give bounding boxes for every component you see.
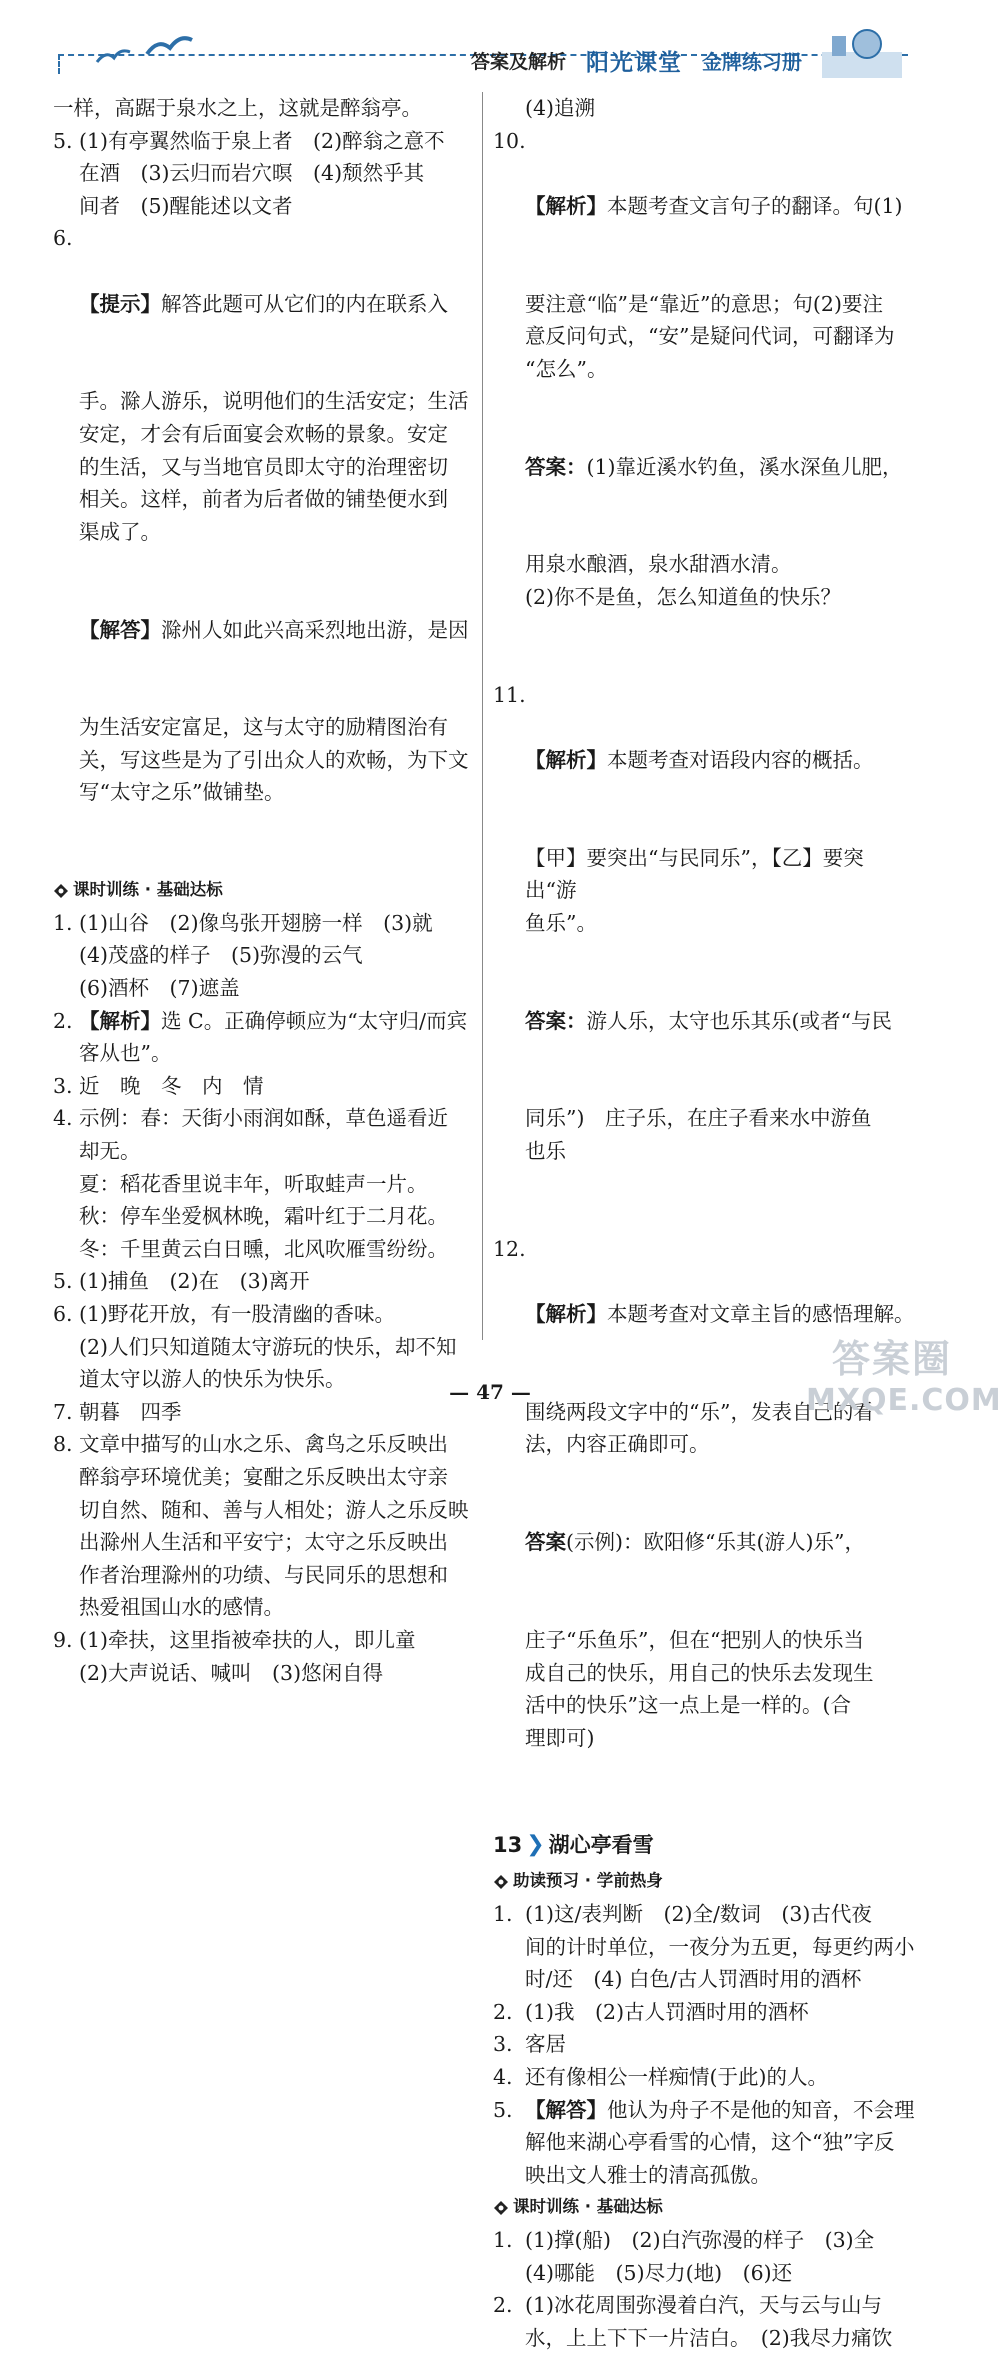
- diamond-icon: [493, 1874, 509, 1890]
- left-continuation: 一样，高踞于泉水之上，这就是醉翁亭。: [53, 96, 422, 120]
- birds-icon: [92, 32, 202, 72]
- chevron-right-icon: ❯: [526, 1832, 545, 1858]
- answer-item: 3. 客居: [493, 2032, 566, 2057]
- answer-item: 4. 示例：春：天街小雨润如酥，草色遥看近 却无。 夏：稻花香里说丰年，听取蛙声一片。 秋：停车坐爱枫林晚，霜叶红于二月花。 冬：千里黄云白日曛，北风吹雁雪纷纷。: [53, 1106, 448, 1261]
- answer-item: 1. (1)山谷 (2)像鸟张开翅膀一样 (3)就 (4)茂盛的样子 (5)弥漫的云气 (6)酒杯 (7)遮盖: [53, 910, 433, 1001]
- diamond-icon: [493, 2200, 509, 2216]
- answer-item: 11. 【解析】本题考查对语段内容的概括。 【甲】要突出“与民同乐”，【乙】要突出“游 鱼乐”。 答案：游人乐，太守也乐其乐(或者“与民 同乐”) 庄子乐，在庄子看来水中游鱼 也乐: [493, 682, 892, 1163]
- answer-item: 4. 还有像相公一样痴情(于此)的人。: [493, 2065, 828, 2090]
- answer-item: 8. 文章中描写的山水之乐、禽鸟之乐反映出 醉翁亭环境优美；宴酣之乐反映出太守亲 切自然、随和、善与人相处；游人之乐反映 出滁州人生活和平安宁；太守之乐反映出 作者治理滁州的功绩、与民同乐的思想和 热爱祖国山水的感情。: [53, 1432, 469, 1620]
- page-header: [52, 22, 912, 84]
- answer-item: 2. (1)我 (2)古人罚酒时用的酒杯: [493, 1999, 809, 2024]
- header-book-title: 金牌练习册: [702, 49, 802, 74]
- left-column: [53, 92, 473, 1689]
- watermark-logo: 答案圈 MXQE.COM: [806, 1337, 1002, 1418]
- answer-item: 5. 【解答】他认为舟子不是他的知音，不会理 解他来湖心亭看雪的心情，这个“独”字反 映出文人雅士的清高孤傲。: [493, 2097, 915, 2187]
- answer-item: 6. (1)野花开放，有一股清幽的香味。 (2)人们只知道随太守游玩的快乐，却不知 道太守以游人的快乐为快乐。: [53, 1301, 457, 1392]
- section-heading: 课时训练 · 基础达标: [493, 2191, 915, 2224]
- answer-item: 2. 【解析】选 C。正确停顿应为“太守归/而宾 客从也”。: [53, 1008, 468, 1066]
- answer-item: 9. (1)牵扶，这里指被牵扶的人，即儿童 (2)大声说话、喊叫 (3)悠闲自得: [53, 1627, 416, 1685]
- header-brand: 阳光课堂: [586, 49, 682, 76]
- header-answers-label: 答案及解析: [470, 50, 566, 73]
- lesson-title: 13 ❯ 湖心亭看雪: [493, 1825, 915, 1865]
- section-heading: 助读预习 · 学前热身: [493, 1865, 915, 1898]
- answer-item: 10. 【解析】本题考查文言句子的翻译。句(1) 要注意“临”是“靠近”的意思；句(2)要注 意反问句式，“安”是疑问代词，可翻译为 “怎么”。 答案：(1)靠近溪水钓鱼，溪水深鱼儿肥， 用泉水酿酒，泉水甜酒水清。 (2)你不是鱼，怎么知道鱼的快乐？: [493, 128, 903, 609]
- answer-item: 6. 【提示】解答此题可从它们的内在联系入 手。滁人游乐，说明他们的生活安定；生活 安定，才会有后面宴会欢畅的景象。安定 的生活，又与当地官员即太守的治理密切 相关。这样，前者为后者做的铺垫便水到 渠成了。 【解答】滁州人如此兴高采烈地出游，是因 为生活安定富足，这与太守的励精图治有 关，写这些是为了引出众人的欢畅，为下文 写“太守之乐”做铺垫。: [53, 226, 469, 805]
- diamond-icon: [53, 883, 69, 899]
- page-number: — 47 —: [449, 1380, 531, 1404]
- answer-item: 5. (1)有亭翼然临于泉上者 (2)醉翁之意不 在酒 (3)云归而岩穴暝 (4)颓然乎其 间者 (5)醒能述以文者: [53, 128, 445, 218]
- answer-item: 3. 近 晚 冬 内 情: [53, 1073, 264, 1098]
- answer-item: 5. (1)捕鱼 (2)在 (3)离开: [53, 1269, 310, 1294]
- answer-item: 1. (1)这/表判断 (2)全/数词 (3)古代夜 间的计时单位，一夜分为五更，每更约两小 时/还 (4) 白色/古人罚酒时用的酒杯: [493, 1902, 915, 1992]
- right-continuation: (4)追溯: [525, 96, 596, 120]
- answer-item: 2. (1)冰花周围弥漫着白汽，天与云与山与 水，上上下下一片洁白。 (2)我尽力痛饮: [493, 2293, 893, 2350]
- answer-item: 12. 【解析】本题考查对文章主旨的感悟理解。 围绕两段文字中的“乐”，发表自己的看 法，内容正确即可。 答案(示例)：欧阳修“乐其(游人)乐”， 庄子“乐鱼乐”，但在“把别人的快乐当 成自己的快乐，用自己的快乐去发现生 活中的快乐”这一点上是一样的。(合 理即可): [493, 1236, 915, 1750]
- answer-item: 7. 朝暮 四季: [53, 1399, 182, 1424]
- right-column: [493, 92, 915, 2354]
- column-divider: [482, 92, 483, 1340]
- section-heading: 课时训练 · 基础达标: [53, 874, 473, 907]
- globe-icon: [812, 22, 912, 82]
- answer-item: 1. (1)撑(船) (2)白汽弥漫的样子 (3)全 (4)哪能 (5)尽力(地) (6)还: [493, 2228, 875, 2285]
